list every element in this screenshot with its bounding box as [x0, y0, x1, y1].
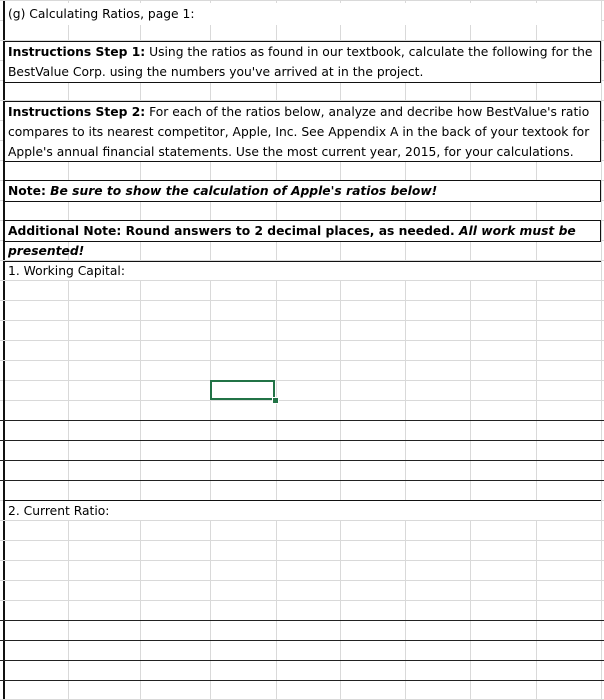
row-border-dark [0, 640, 604, 641]
row-border-dark [0, 660, 604, 661]
step2-line1 [8, 102, 597, 122]
additional-note-label: Additional Note: [8, 224, 122, 238]
step1-text1: Using the ratios as found in our textbook, calculate the following for the [145, 45, 593, 59]
row-gridline [0, 360, 604, 361]
row-border-dark [0, 420, 604, 421]
note-label: Note: [8, 184, 46, 198]
step1-line1 [8, 42, 597, 62]
additional-note-emphasis: All work must be presented! [8, 224, 576, 258]
item1-label: 1. Working Capital: [8, 264, 125, 278]
step1-label: Instructions Step 1: [8, 45, 146, 59]
additional-note-text: Round answers to 2 decimal places, as needed. [121, 224, 459, 238]
note-text: Be sure to show the calculation of Apple's ratios below! [45, 184, 438, 198]
row-gridline [0, 320, 604, 321]
column-gridline [601, 0, 602, 700]
fill-handle[interactable] [272, 397, 279, 404]
step1-line2: BestValue Corp. using the numbers you've arrived at in the project. [8, 65, 424, 79]
row-gridline [0, 300, 604, 301]
working-capital-cell[interactable] [3, 261, 601, 280]
note-cell[interactable] [3, 180, 601, 202]
row-border-dark [0, 620, 604, 621]
row-gridline [0, 340, 604, 341]
row-gridline [0, 540, 604, 541]
instructions-step1-cell[interactable] [3, 41, 601, 83]
sheet-title: (g) Calculating Ratios, page 1: [8, 7, 195, 21]
step2-text1: For each of the ratios below, analyze and decribe how BestValue's ratio [145, 105, 590, 119]
instructions-step2-cell[interactable] [3, 101, 601, 162]
step2-line3: Apple's annual financial statements. Use the most current year, 2015, for your calculations. [8, 145, 574, 159]
left-border-segment [3, 380, 5, 420]
selected-cell[interactable] [210, 380, 275, 400]
row-gridline [0, 600, 604, 601]
row-border-dark [0, 480, 604, 481]
step2-label: Instructions Step 2: [8, 105, 146, 119]
step2-line2: compares to its nearest competitor, Apple, Inc. See Appendix A in the back of your textook for [8, 125, 590, 139]
row-border-dark [0, 680, 604, 681]
current-ratio-cell[interactable] [3, 500, 601, 520]
row-gridline [0, 580, 604, 581]
row-gridline [0, 400, 604, 401]
title-cell[interactable] [3, 3, 601, 25]
row-border-dark [0, 440, 604, 441]
additional-note-cell[interactable] [3, 220, 601, 258]
row-gridline [0, 380, 604, 381]
item2-label: 2. Current Ratio: [8, 504, 110, 518]
row-gridline [0, 560, 604, 561]
row-border-dark [0, 460, 604, 461]
row-gridline [0, 0, 604, 1]
